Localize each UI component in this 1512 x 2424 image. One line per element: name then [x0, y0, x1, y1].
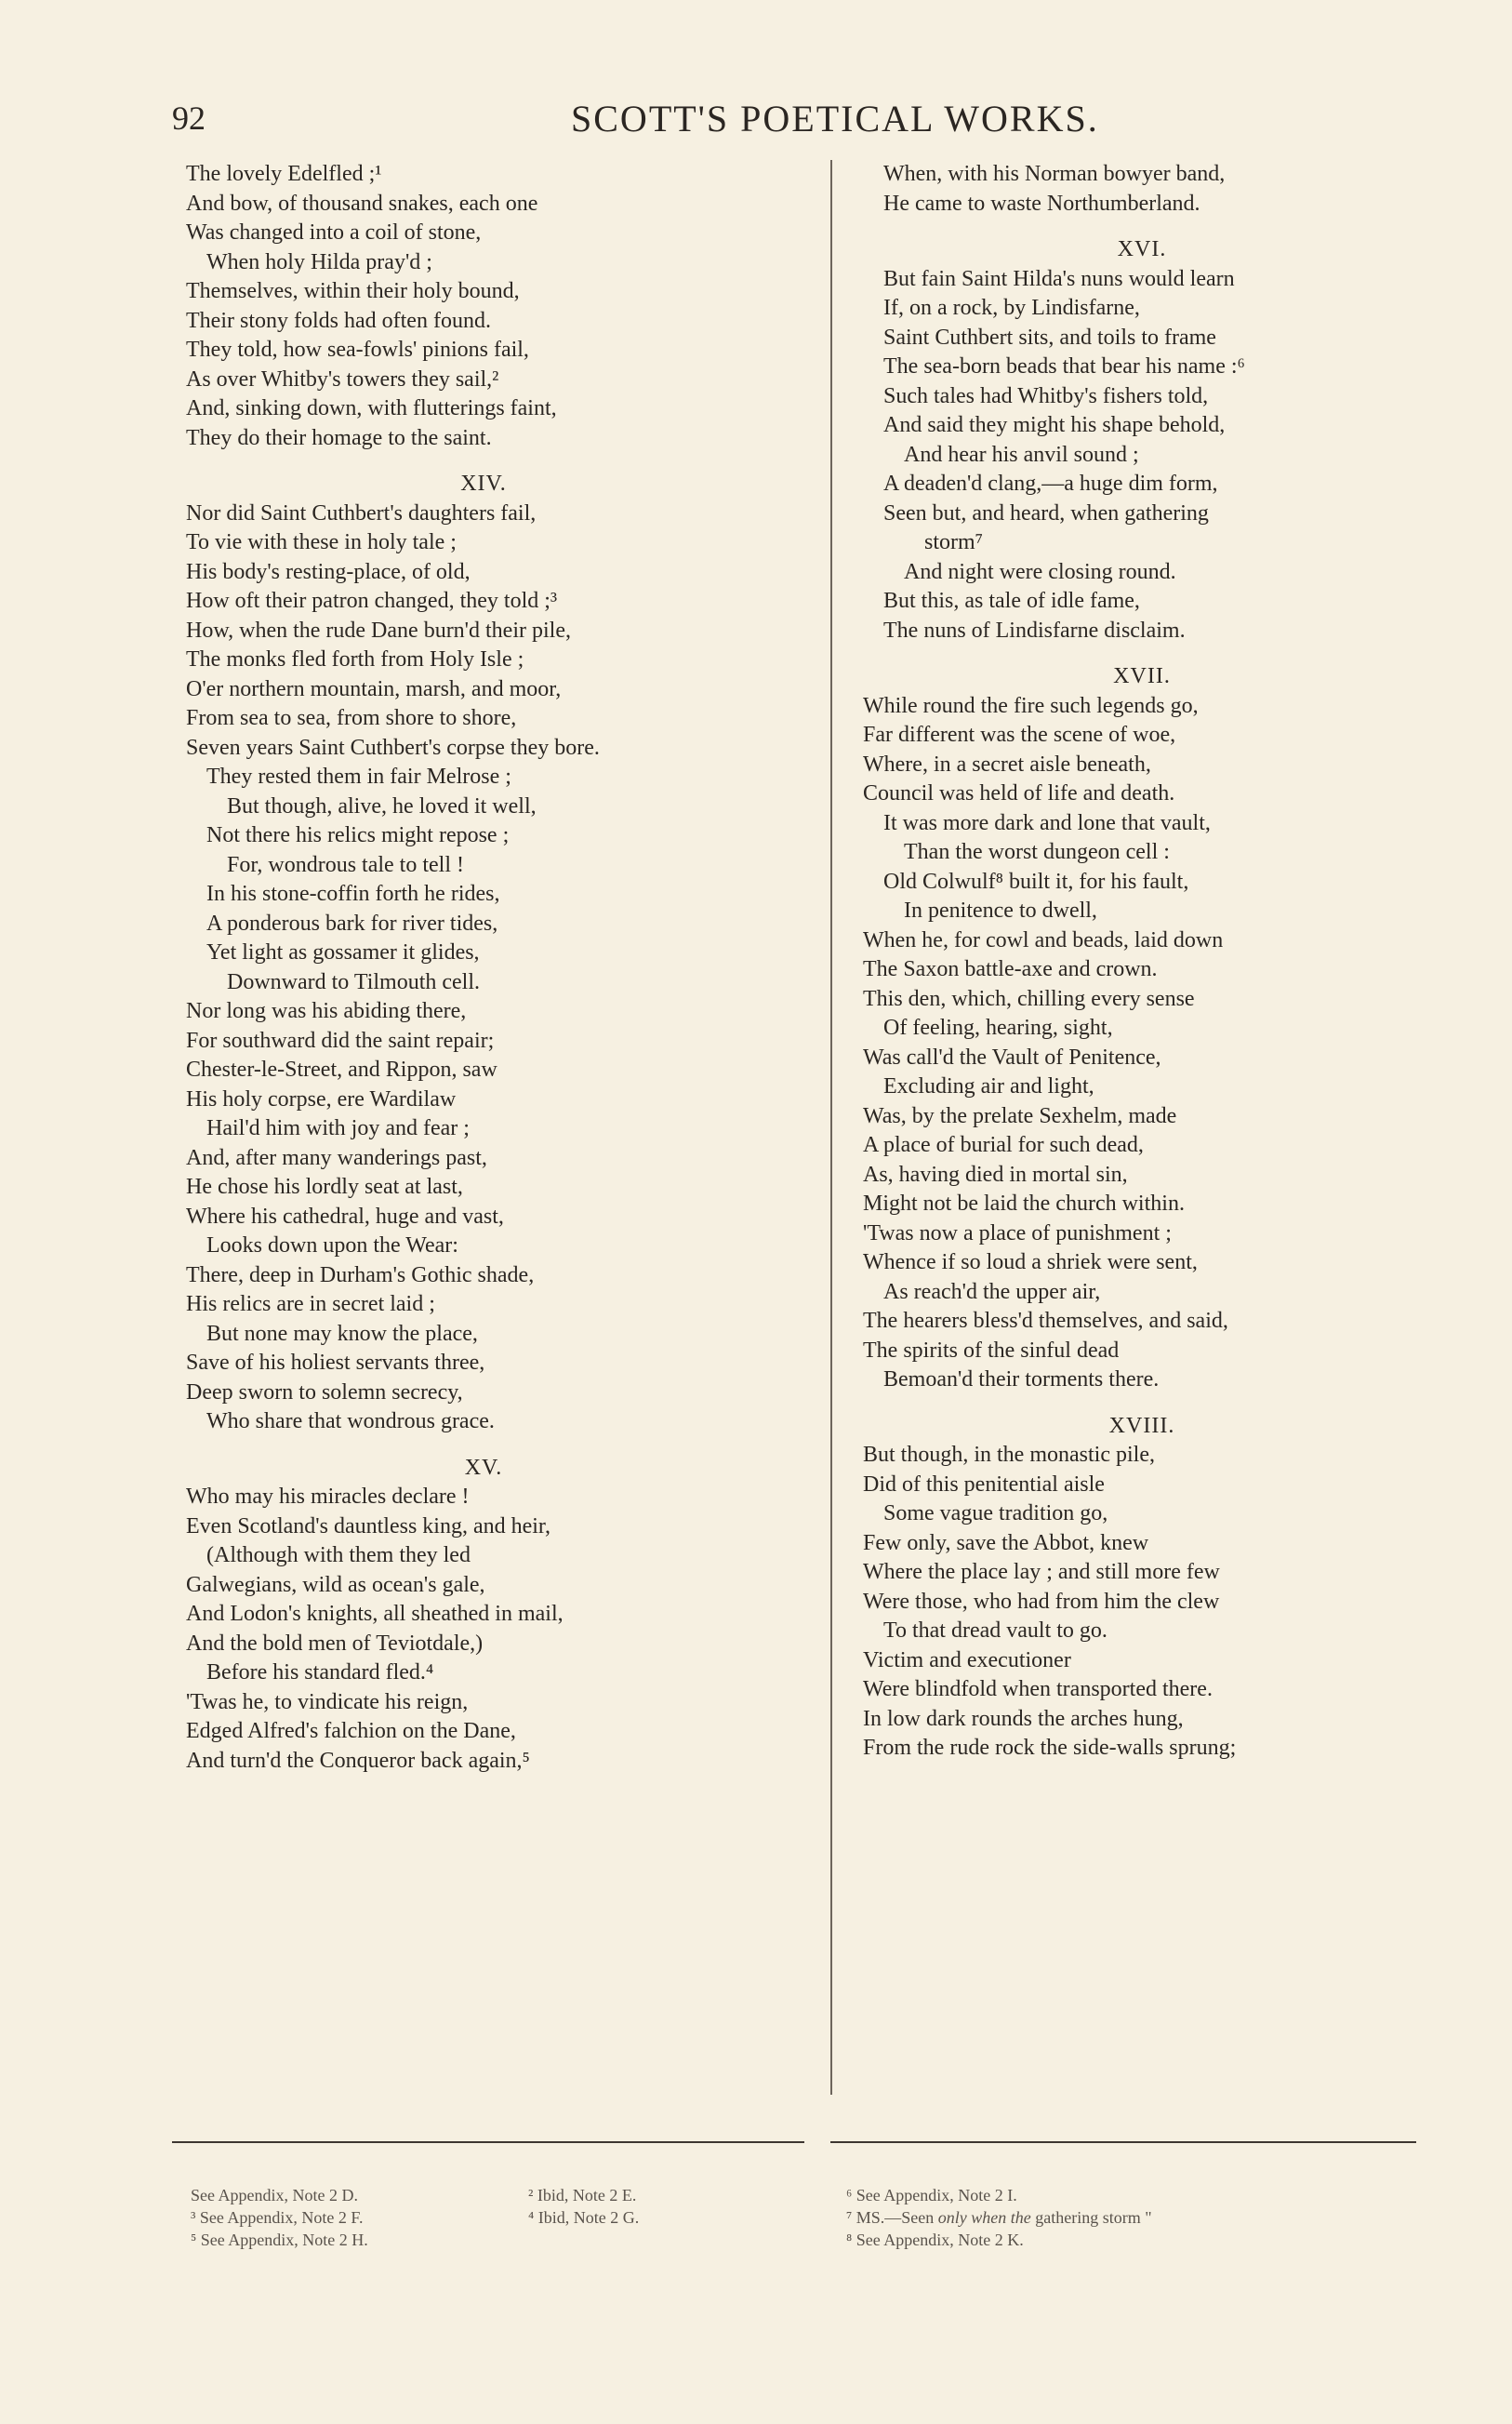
footnote: ⁶ See Appendix, Note 2 I.	[846, 2186, 1017, 2204]
verse-line: In penitence to dwell,	[904, 899, 1097, 923]
verse-line: But though, alive, he loved it well,	[227, 793, 537, 819]
verse-line: How, when the rude Dane burn'd their pile,	[186, 618, 571, 643]
verse-line: How oft their patron changed, they told ;³	[186, 589, 558, 613]
verse-line: But though, in the monastic pile,	[863, 1443, 1155, 1467]
verse-line: Than the worst dungeon cell :	[904, 840, 1170, 864]
verse-line: If, on a rock, by Lindisfarne,	[883, 296, 1140, 320]
verse-line: Where the place lay ; and still more few	[863, 1560, 1220, 1584]
verse-line: As over Whitby's towers they sail,²	[186, 366, 499, 392]
verse-line: Where, in a secret aisle beneath,	[863, 752, 1151, 777]
verse-line: But fain Saint Hilda's nuns would learn	[883, 266, 1235, 291]
verse-line: Victim and executioner	[863, 1647, 1071, 1672]
verse-line: Where his cathedral, huge and vast,	[186, 1204, 504, 1229]
footnote: ² Ibid, Note 2 E.	[528, 2186, 637, 2204]
footnote: See Appendix, Note 2 D.	[191, 2186, 358, 2204]
verse-line: A place of burial for such dead,	[863, 1133, 1144, 1157]
footnotes-left-b	[528, 2184, 779, 2229]
verse-line: storm⁷	[924, 530, 984, 554]
verse-line: In low dark rounds the arches hung,	[863, 1706, 1184, 1731]
verse-line: Was changed into a coil of stone,	[186, 220, 482, 245]
stanza-heading: XVIII.	[1108, 1413, 1175, 1438]
footnote-italic: only when the	[937, 2208, 1031, 2227]
verse-line: And hear his anvil sound ;	[904, 442, 1139, 467]
stanza-heading: XIV.	[460, 472, 507, 496]
verse-line: Old Colwulf⁸ built it, for his fault,	[883, 869, 1189, 894]
verse-line: Excluding air and light,	[883, 1074, 1094, 1099]
verse-line: Who may his miracles declare !	[186, 1485, 470, 1509]
verse-line: While round the fire such legends go,	[863, 693, 1199, 718]
verse-line: To that dread vault to go.	[883, 1618, 1107, 1643]
verse-line: But none may know the place,	[206, 1321, 478, 1346]
stanza-heading: XVI.	[1117, 237, 1167, 261]
stanza-heading: XV.	[464, 1455, 503, 1480]
stanza-heading: XVII.	[1113, 664, 1171, 688]
verse-line: It was more dark and lone that vault,	[883, 810, 1211, 835]
verse-line: Saint Cuthbert sits, and toils to frame	[883, 325, 1216, 350]
footnote-text: ⁷ MS.—Seen	[846, 2208, 938, 2227]
verse-line: Few only, save the Abbot, knew	[863, 1530, 1149, 1555]
verse-line: 'Twas now a place of punishment ;	[863, 1220, 1172, 1245]
verse-line: A ponderous bark for river tides,	[206, 911, 498, 936]
verse-line: They rested them in fair Melrose ;	[206, 765, 511, 789]
verse-line: The Saxon battle-axe and crown.	[863, 957, 1158, 981]
verse-line: Chester-le-Street, and Rippon, saw	[186, 1058, 497, 1082]
verse-line: Not there his relics might repose ;	[206, 823, 510, 847]
verse-line: This den, which, chilling every sense	[863, 986, 1195, 1011]
verse-line: The sea-born beads that bear his name :⁶	[883, 354, 1245, 379]
footnotes-right	[846, 2184, 1386, 2251]
verse-line: O'er northern mountain, marsh, and moor,	[186, 676, 562, 701]
verse-line: In his stone-coffin forth he rides,	[206, 882, 500, 906]
verse-line: Council was held of life and death.	[863, 781, 1175, 806]
verse-line: Bemoan'd their torments there.	[883, 1367, 1160, 1392]
verse-line: Nor did Saint Cuthbert's daughters fail,	[186, 500, 537, 526]
verse-line: The hearers bless'd themselves, and said,	[863, 1309, 1228, 1333]
footnote-text: gathering storm "	[1030, 2208, 1152, 2227]
footnote: ⁸ See Appendix, Note 2 K.	[846, 2231, 1024, 2249]
verse-line: Of feeling, hearing, sight,	[883, 1016, 1113, 1040]
verse-line: When holy Hilda pray'd ;	[206, 249, 432, 274]
verse-line: Downward to Tilmouth cell.	[227, 969, 481, 994]
verse-line: There, deep in Durham's Gothic shade,	[186, 1262, 535, 1287]
footnote	[846, 2206, 1386, 2229]
verse-line: And night were closing round.	[904, 559, 1176, 584]
verse-line: The lovely Edelfled ;¹	[186, 162, 382, 186]
verse-line: They told, how sea-fowls' pinions fail,	[186, 338, 529, 362]
verse-line: The spirits of the sinful dead	[863, 1338, 1120, 1363]
left-column	[186, 160, 781, 1776]
verse-line: And turn'd the Conqueror back again,⁵	[186, 1748, 530, 1773]
verse-line: Deep sworn to solemn secrecy,	[186, 1379, 463, 1405]
verse-line: Such tales had Whitby's fishers told,	[883, 383, 1209, 408]
verse-line: From the rude rock the side-walls sprung;	[863, 1736, 1237, 1760]
verse-line: A deaden'd clang,—a huge dim form,	[883, 472, 1218, 496]
verse-line: Some vague tradition go,	[883, 1501, 1108, 1525]
verse-line: Even Scotland's dauntless king, and heir,	[186, 1513, 550, 1538]
verse-line: Edged Alfred's falchion on the Dane,	[186, 1719, 516, 1743]
verse-line: Seven years Saint Cuthbert's corpse they bore.	[186, 735, 600, 760]
footnote: ⁵ See Appendix, Note 2 H.	[191, 2231, 368, 2249]
verse-line: His body's resting-place, of old,	[186, 559, 471, 584]
verse-line: From sea to sea, from shore to shore,	[186, 706, 517, 730]
verse-line: Were blindfold when transported there.	[863, 1677, 1213, 1701]
verse-line: And Lodon's knights, all sheathed in mail,	[186, 1602, 564, 1626]
verse-line: When he, for cowl and beads, laid down	[863, 927, 1224, 952]
verse-line: To vie with these in holy tale ;	[186, 530, 457, 554]
verse-line: Far different was the scene of woe,	[863, 723, 1176, 747]
verse-line: Seen but, and heard, when gathering	[883, 500, 1209, 526]
right-column	[863, 160, 1421, 1764]
verse-line: Was, by the prelate Sexhelm, made	[863, 1103, 1177, 1128]
verse-line: They do their homage to the saint.	[186, 425, 492, 450]
verse-line: Were those, who had from him the clew	[863, 1589, 1220, 1614]
footnote: ⁴ Ibid, Note 2 G.	[528, 2208, 640, 2227]
verse-line: He chose his lordly seat at last,	[186, 1175, 463, 1199]
verse-line: Whence if so loud a shriek were sent,	[863, 1250, 1198, 1274]
verse-line: For southward did the saint repair;	[186, 1028, 495, 1053]
verse-line: 'Twas he, to vindicate his reign,	[186, 1689, 469, 1714]
verse-line: Was call'd the Vault of Penitence,	[863, 1045, 1161, 1070]
verse-line: Their stony folds had often found.	[186, 308, 491, 333]
verse-line: Did of this penitential aisle	[863, 1472, 1105, 1497]
footnotes-left-a	[191, 2184, 460, 2251]
verse-line: When, with his Norman bowyer band,	[883, 162, 1226, 186]
verse-line: Themselves, within their holy bound,	[186, 279, 520, 303]
verse-line: For, wondrous tale to tell !	[227, 852, 464, 877]
verse-line: Yet light as gossamer it glides,	[206, 940, 480, 965]
verse-line: The monks fled forth from Holy Isle ;	[186, 647, 524, 672]
verse-line: As reach'd the upper air,	[883, 1279, 1101, 1304]
footnote-rule-right	[830, 2141, 1416, 2143]
verse-line: Might not be laid the church within.	[863, 1192, 1185, 1216]
verse-line: Who share that wondrous grace.	[206, 1409, 495, 1433]
verse-line: Save of his holiest servants three,	[186, 1351, 485, 1375]
verse-line: He came to waste Northumberland.	[883, 191, 1200, 216]
verse-line: And, sinking down, with flutterings faint,	[186, 396, 557, 420]
running-head: SCOTT'S POETICAL WORKS.	[571, 98, 1099, 140]
verse-line: Looks down upon the Wear:	[206, 1233, 458, 1258]
column-rule	[830, 160, 832, 2095]
verse-line: And, after many wanderings past,	[186, 1145, 487, 1170]
verse-line: And said they might his shape behold,	[883, 413, 1226, 437]
verse-line: But this, as tale of idle fame,	[883, 589, 1140, 613]
verse-line: His relics are in secret laid ;	[186, 1292, 435, 1316]
verse-line: Galwegians, wild as ocean's gale,	[186, 1572, 485, 1597]
verse-line: Nor long was his abiding there,	[186, 999, 467, 1023]
verse-line: As, having died in mortal sin,	[863, 1162, 1128, 1187]
verse-line: (Although with them they led	[206, 1543, 471, 1567]
verse-line: And bow, of thousand snakes, each one	[186, 191, 538, 216]
verse-line: Before his standard fled.⁴	[206, 1660, 434, 1685]
footnote-rule-left	[172, 2141, 804, 2143]
footnote: ³ See Appendix, Note 2 F.	[191, 2208, 364, 2227]
verse-line: And the bold men of Teviotdale,)	[186, 1631, 484, 1656]
verse-line: His holy corpse, ere Wardilaw	[186, 1086, 457, 1112]
verse-line: The nuns of Lindisfarne disclaim.	[883, 618, 1186, 643]
page-number: 92	[172, 100, 206, 137]
verse-line: Hail'd him with joy and fear ;	[206, 1116, 470, 1140]
